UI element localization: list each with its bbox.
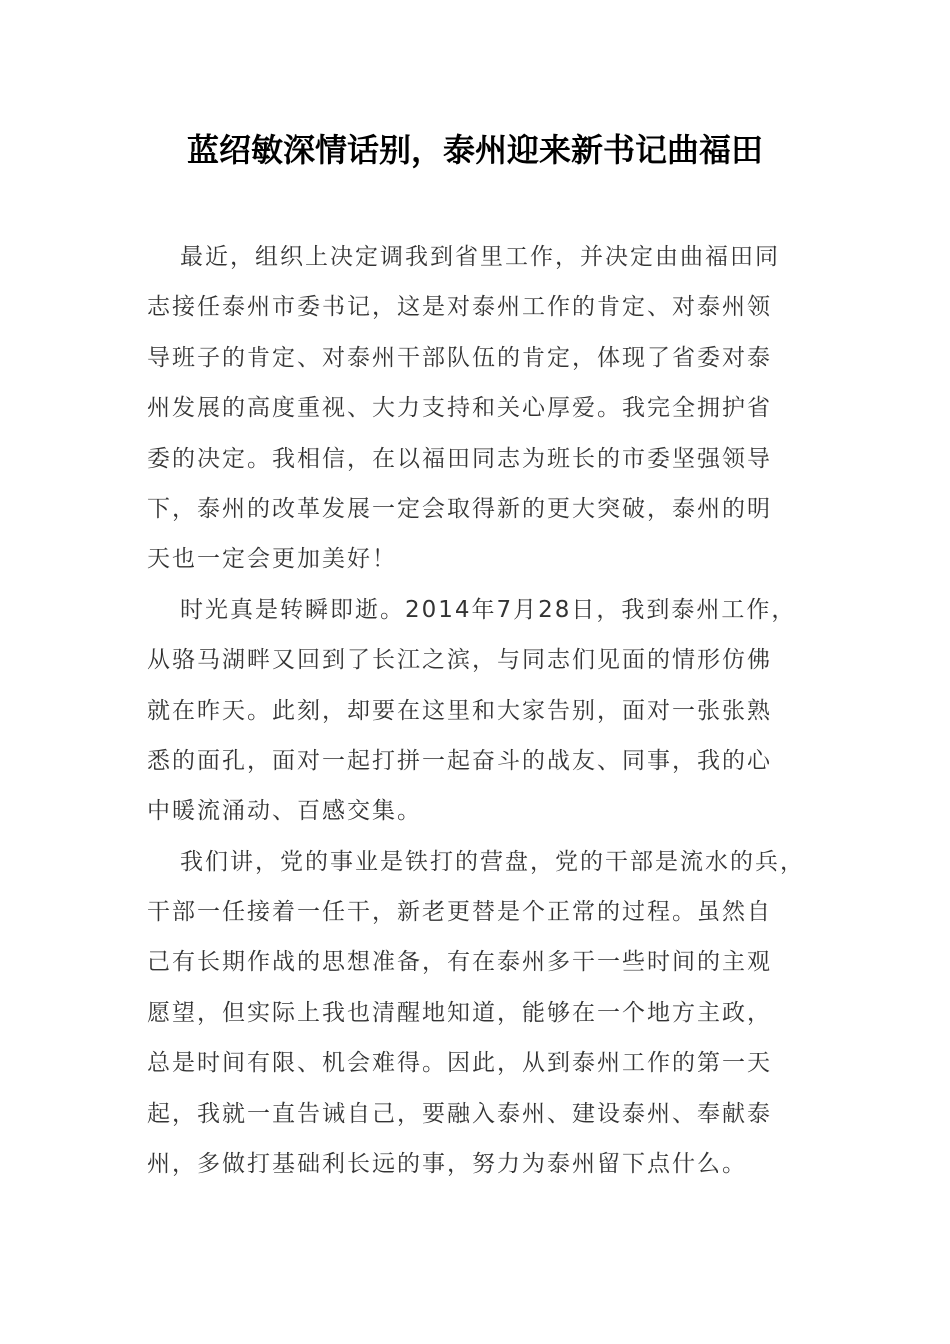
paragraph-line: 总是时间有限、机会难得。因此，从到泰州工作的第一天 xyxy=(147,1050,772,1077)
paragraph-line: 起，我就一直告诫自己，要融入泰州、建设泰州、奉献泰 xyxy=(147,1100,772,1127)
document-title: 蓝绍敏深情话别，泰州迎来新书记曲福田 xyxy=(186,131,763,169)
paragraph-line: 己有长期作战的思想准备，有在泰州多干一些时间的主观 xyxy=(147,949,772,976)
paragraph-line: 悉的面孔，面对一起打拼一起奋斗的战友、同事，我的心 xyxy=(147,747,772,774)
paragraph-line: 就在昨天。此刻，却要在这里和大家告别，面对一张张熟 xyxy=(147,697,772,724)
paragraph-line: 委的决定。我相信，在以福田同志为班长的市委坚强领导 xyxy=(147,445,772,472)
paragraph-line: 下，泰州的改革发展一定会取得新的更大突破，泰州的明 xyxy=(147,495,772,522)
paragraph-line: 愿望，但实际上我也清醒地知道，能够在一个地方主政， xyxy=(147,999,772,1026)
paragraph-line: 州，多做打基础利长远的事，努力为泰州留下点什么。 xyxy=(147,1151,747,1178)
paragraph-line: 州发展的高度重视、大力支持和关心厚爱。我完全拥护省 xyxy=(147,395,772,422)
paragraph-line: 导班子的肯定、对泰州干部队伍的肯定，体现了省委对泰 xyxy=(147,344,772,371)
paragraph-line: 天也一定会更加美好！ xyxy=(147,546,397,573)
paragraph-line: 干部一任接着一任干，新老更替是个正常的过程。虽然自 xyxy=(147,899,772,926)
paragraph-line: 中暖流涌动、百感交集。 xyxy=(147,798,422,825)
paragraph-line: 我们讲，党的事业是铁打的营盘，党的干部是流水的兵， xyxy=(180,848,805,875)
paragraph-line: 志接任泰州市委书记，这是对泰州工作的肯定、对泰州领 xyxy=(147,294,772,321)
paragraph-line: 最近，组织上决定调我到省里工作，并决定由曲福田同 xyxy=(180,244,780,270)
paragraph-line: 时光真是转瞬即逝。2014年7月28日，我到泰州工作， xyxy=(180,596,797,623)
paragraph-line: 从骆马湖畔又回到了长江之滨，与同志们见面的情形仿佛 xyxy=(147,647,772,674)
document-body xyxy=(147,232,807,1189)
